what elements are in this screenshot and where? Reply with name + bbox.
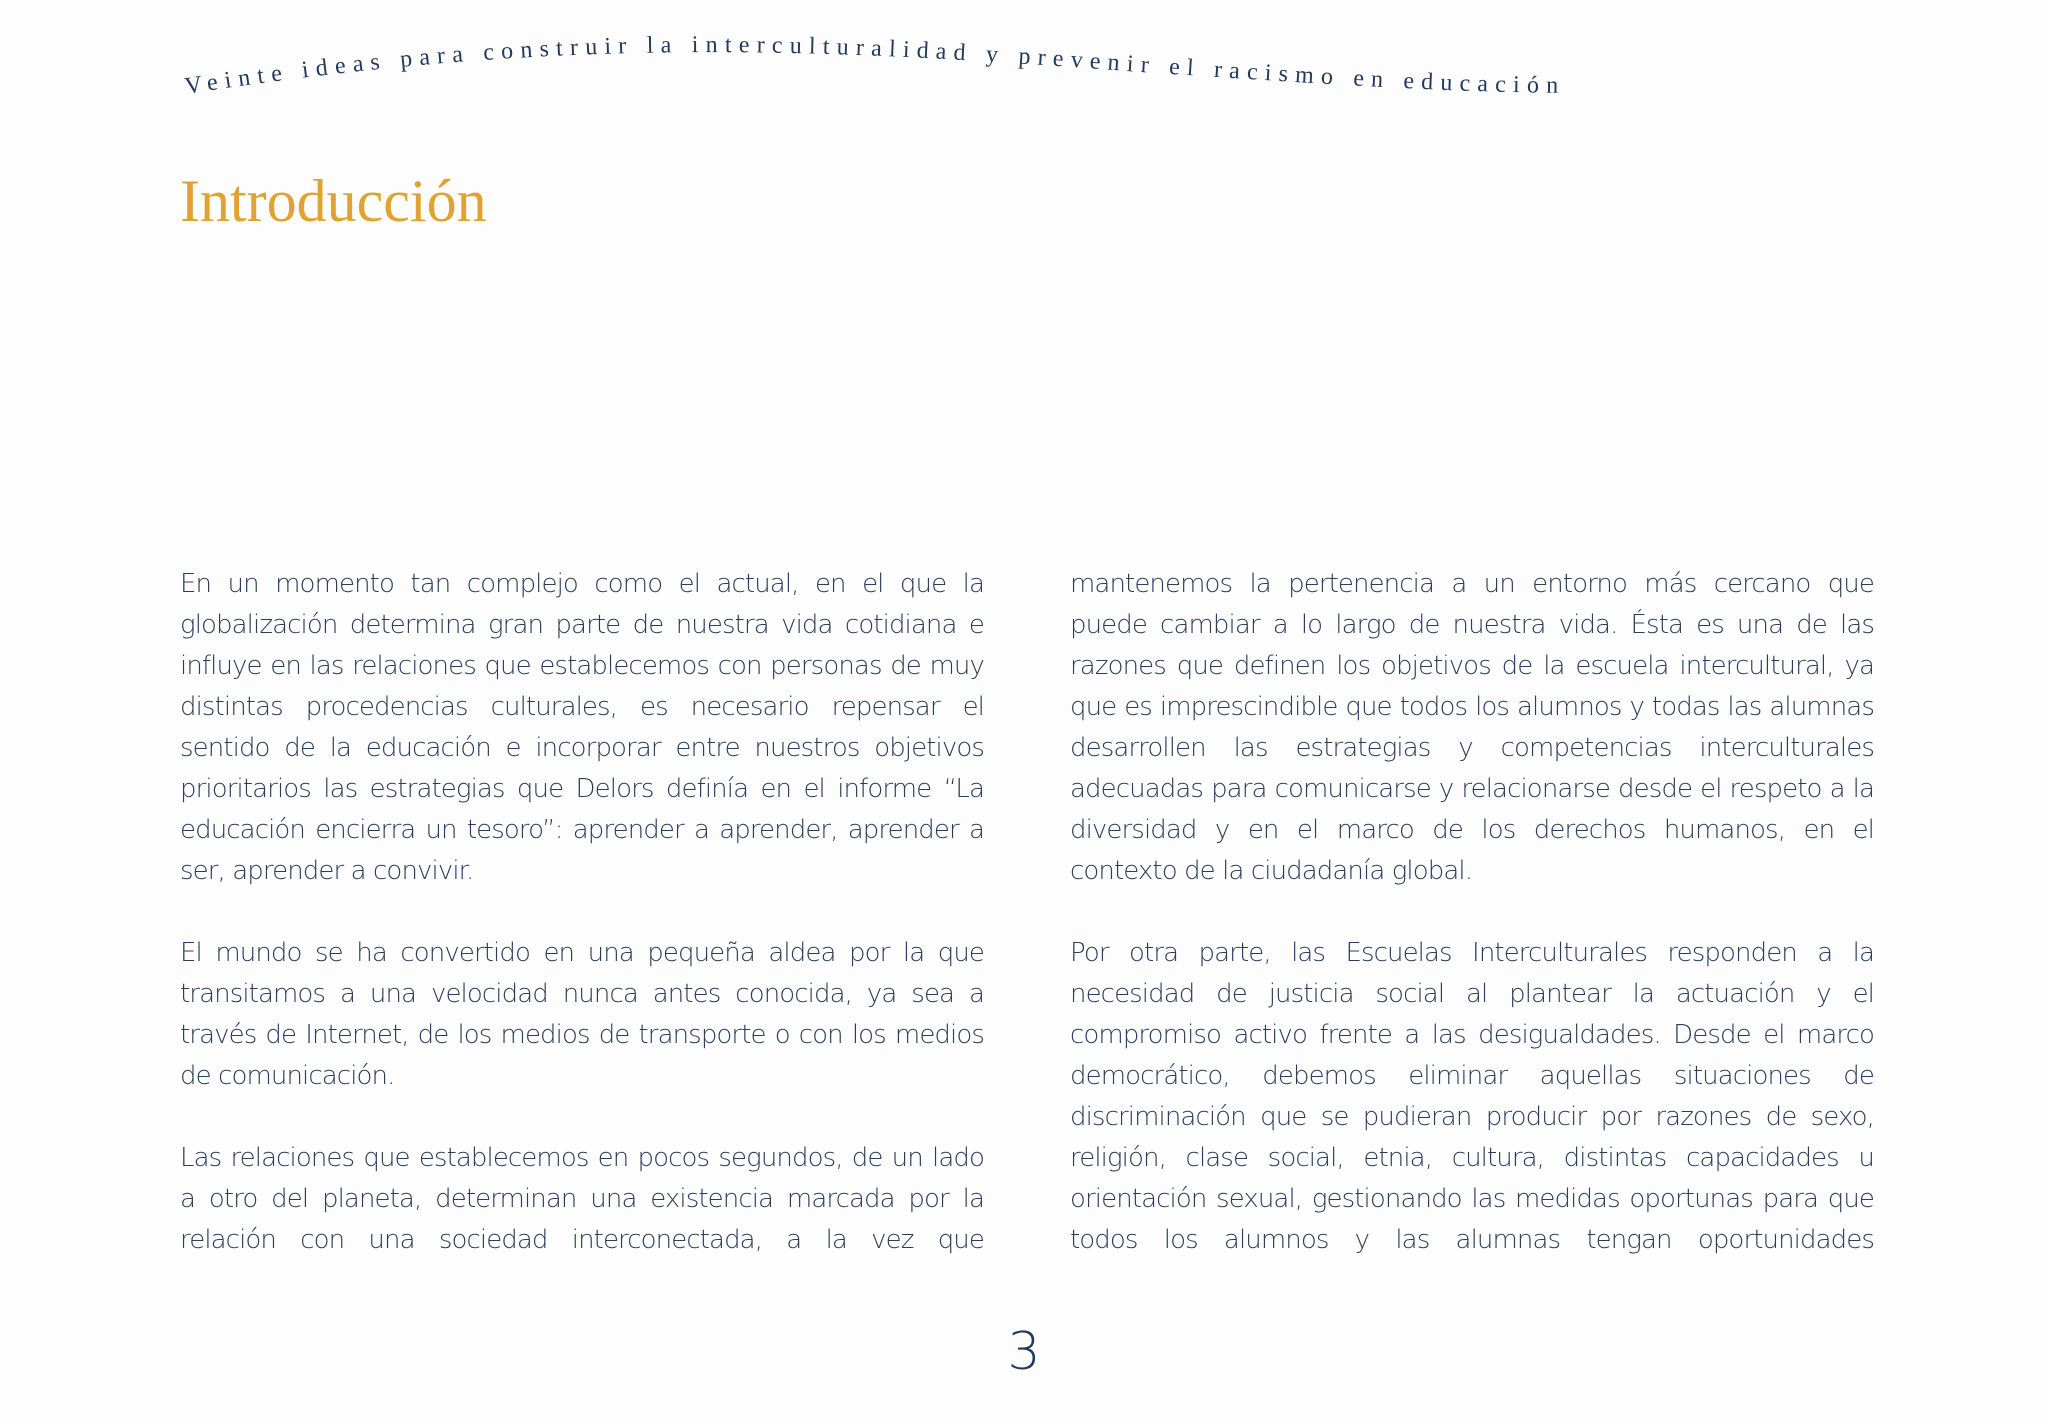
paragraph: El mundo se ha convertido en una pequeña aldea por la que transitamos a una velocidad nunca antes conocida, ya sea a través de Internet, de los medios de transporte o con los medios de comunicación. [180,938,984,1091]
running-title: Veinte ideas para construir la interculturalidad y prevenir el racismo en educación [183,32,1566,100]
right-column [1070,564,1874,1302]
paragraph: mantenemos la pertenencia a un entorno más cercano que puede cambiar a lo largo de nuestra vida. Ésta es una de las razones que definen los objetivos de la escuela intercultural, ya que es imprescindible que todos los alumnos y todas las alumnas desarrollen las estrategias y competencias interculturales adecuadas para comunicarse y relacionarse desde el respeto a la diversidad y en el marco de los derechos humanos, en el contexto de la ciudadanía global. [1070,569,1874,886]
running-header-curve [0,0,2048,130]
running-header [0,0,2048,130]
paragraph: Por otra parte, las Escuelas Interculturales responden a la necesidad de justicia social al plantear la actuación y el compromiso activo frente a las desigualdades. Desde el marco democrático, debemos eliminar aquellas situaciones de discriminación que se pudieran producir por razones de sexo, religión, clase social, etnia, cultura, distintas capacidades u orientación sexual, gestionando las medidas oportunas para que todos los alumnos y las alumnas tengan oportunidades [1070,938,1874,1255]
left-column [180,564,984,1302]
paragraph: Las relaciones que establecemos en pocos segundos, de un lado a otro del planeta, determinan una existencia marcada por la relación con una sociedad interconectada, a la vez que [180,1143,984,1255]
section-title: Introducción [180,168,487,234]
page-number: 3 [1007,1322,1041,1382]
paragraph: En un momento tan complejo como el actual, en el que la globalización determina gran parte de nuestra vida cotidiana e influye en las relaciones que establecemos con personas de muy distintas procedencias culturales, es necesario repensar el sentido de la educación e incorporar entre nuestros objetivos prioritarios las estrategias que Delors definía en el informe “La educación encierra un tesoro”: aprender a aprender, aprender a ser, aprender a convivir. [180,569,984,886]
